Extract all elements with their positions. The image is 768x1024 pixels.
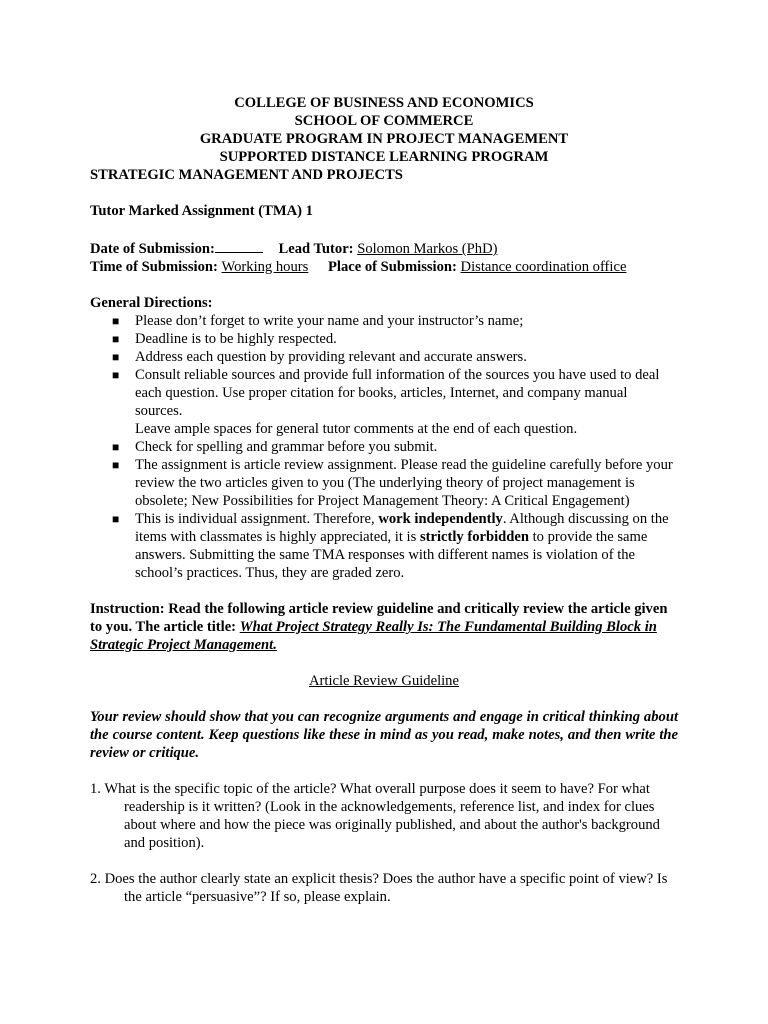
direction-text: Deadline is to be highly respected.	[135, 331, 337, 347]
time-value: Working hours	[221, 259, 309, 275]
lead-tutor-name: Solomon Markos (PhD)	[357, 241, 498, 257]
question-2: 2. Does the author clearly state an explicit thesis? Does the author have a specific point of view? Is the article “persuasive”? If so, please explain.	[90, 871, 668, 905]
list-item	[90, 456, 678, 510]
guideline-heading: Article Review Guideline	[309, 673, 459, 689]
bullet-icon: ■	[112, 458, 120, 472]
guideline-intro: Your review should show that you can recognize arguments and engage in critical thinking about the course content. Keep questions like these in mind as you read, make notes, and then write the review or critique.	[90, 709, 678, 761]
bullet-icon: ■	[112, 368, 120, 382]
direction-text: This is individual assignment. Therefore, work independently. Although discussing on the items with classmates is highly appreciated, it is strictly forbidden to provide the same answers. Submitting the same TMA responses with different names is violation of the school’s practices. Thus, they are graded zero.	[135, 511, 669, 581]
direction-text: Check for spelling and grammar before you submit.	[135, 439, 438, 455]
place-value: Distance coordination office	[460, 259, 627, 275]
list-item	[90, 510, 678, 582]
bullet-icon: ■	[112, 440, 120, 454]
instruction-text: Instruction: Read the following article review guideline and critically review the article given to you. The article title:	[90, 601, 668, 635]
list-item	[90, 330, 678, 348]
question-1: 1. What is the specific topic of the article? What overall purpose does it seem to have? For what readership is it written? (Look in the acknowledgements, reference list, and index for clues about where and how the piece was originally published, and about the author's background and position).	[90, 781, 660, 851]
date-submission-line	[90, 238, 678, 258]
course-title: STRATEGIC MANAGEMENT AND PROJECTS	[90, 167, 403, 183]
bullet-icon: ■	[112, 314, 120, 328]
list-item	[90, 366, 678, 420]
time-submission-line	[90, 258, 678, 276]
directions-heading: General Directions:	[90, 295, 213, 311]
directions-list	[90, 312, 678, 420]
program-heading: GRADUATE PROGRAM IN PROJECT MANAGEMENT	[199, 131, 569, 147]
article-title: What Project Strategy Really Is: The Fundamental Building Block in Strategic Project Management.	[90, 619, 657, 653]
direction-text: The assignment is article review assignment. Please read the guideline carefully before your review the two articles given to you (The underlying theory of project management is obsolete; New Possibilities for Project Management Theory: A Critical Engagement)	[135, 457, 673, 509]
bullet-icon: ■	[112, 332, 120, 346]
college-heading: COLLEGE OF BUSINESS AND ECONOMICS	[234, 95, 534, 111]
direction-text: Consult reliable sources and provide full information of the sources you have used to deal each question. Use proper citation for books, articles, Internet, and company manual sources.	[135, 367, 660, 419]
list-item	[90, 348, 678, 366]
direction-extra-text: Leave ample spaces for general tutor comments at the end of each question.	[135, 421, 578, 437]
school-heading: SCHOOL OF COMMERCE	[294, 113, 474, 129]
instruction-paragraph	[90, 600, 678, 654]
direction-text: Please don’t forget to write your name and your instructor’s name;	[135, 313, 524, 329]
assignment-title: Tutor Marked Assignment (TMA) 1	[90, 203, 313, 219]
place-label: Place of Submission:	[327, 259, 461, 275]
directions-list-continued	[90, 438, 678, 582]
date-blank	[215, 238, 263, 253]
time-label: Time of Submission:	[90, 259, 222, 275]
date-label: Date of Submission:	[90, 241, 215, 257]
direction-text: Address each question by providing relevant and accurate answers.	[135, 349, 527, 365]
lead-tutor-label: Lead Tutor:	[278, 241, 358, 257]
list-item	[90, 438, 678, 456]
distance-program-heading: SUPPORTED DISTANCE LEARNING PROGRAM	[219, 149, 549, 165]
list-item	[90, 312, 678, 330]
bullet-icon: ■	[112, 350, 120, 364]
document-content	[90, 94, 678, 906]
bullet-icon: ■	[112, 512, 120, 526]
